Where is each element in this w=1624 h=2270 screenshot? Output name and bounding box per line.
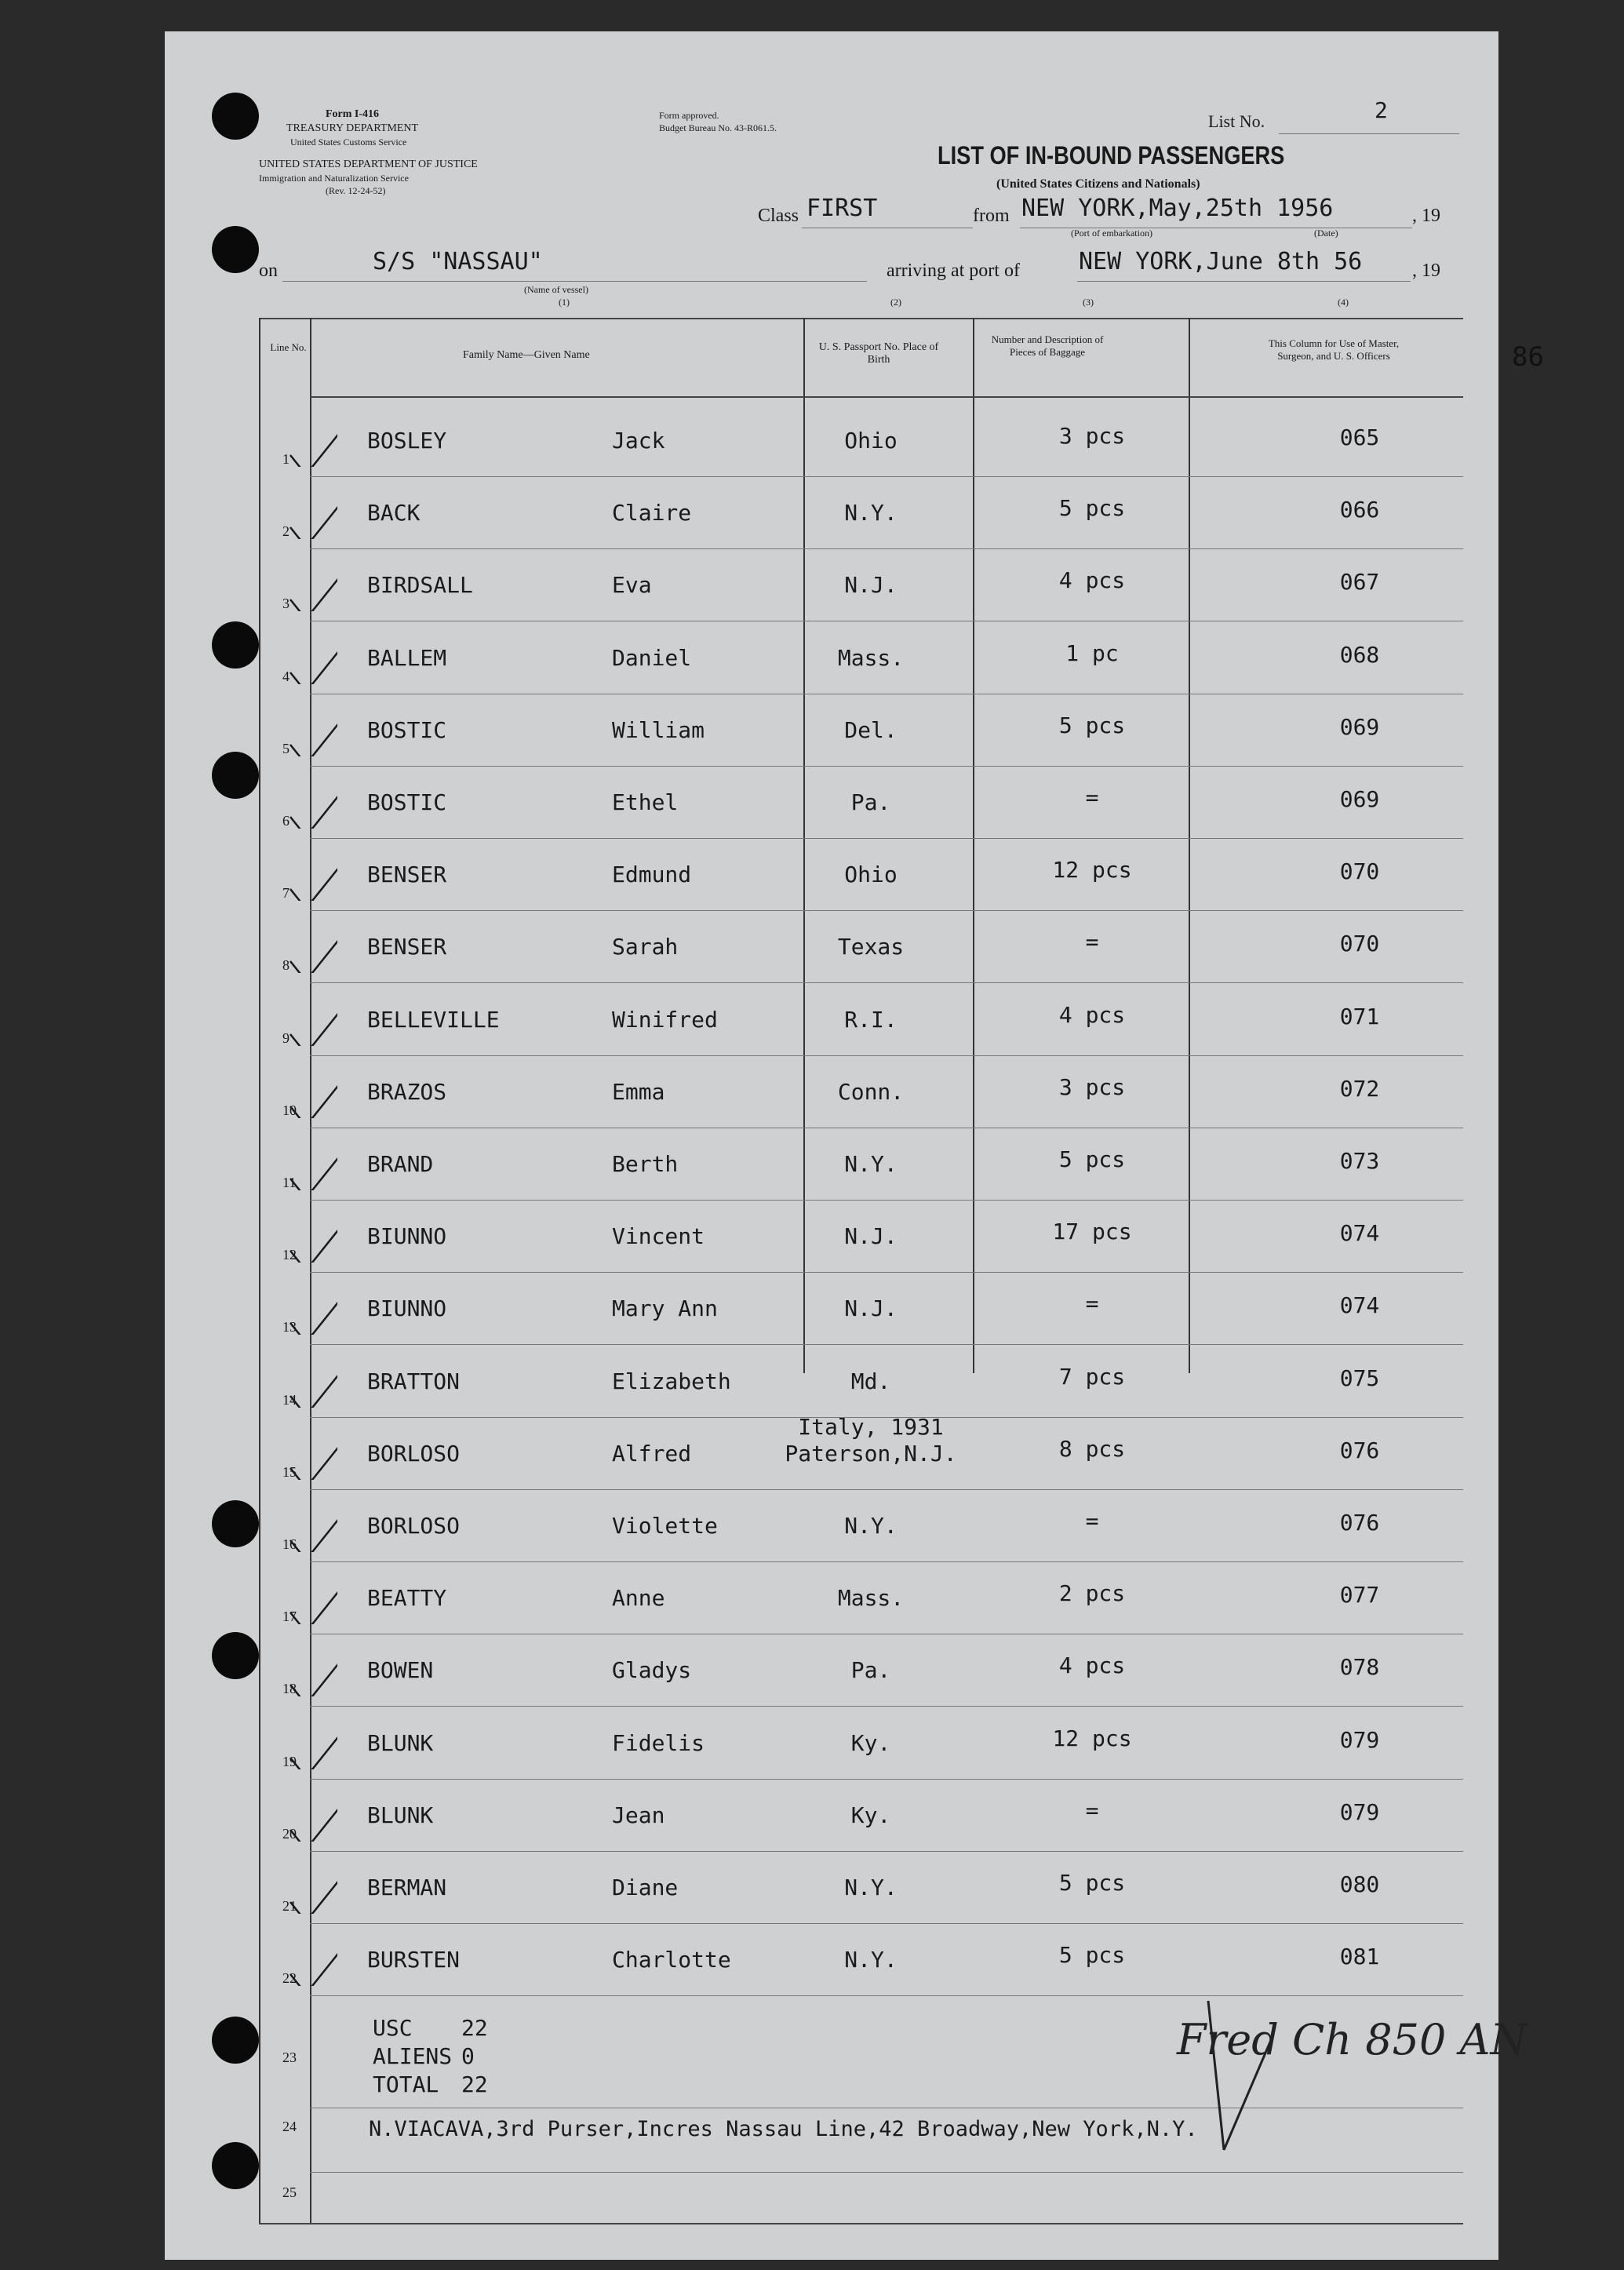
check-mark-icon bbox=[282, 1641, 337, 1696]
family-name: BELLEVILLE bbox=[367, 1006, 500, 1033]
place-of-birth: N.Y. bbox=[844, 1513, 898, 1539]
col-3-caption: (3) bbox=[1083, 297, 1094, 308]
given-name: Eva bbox=[612, 572, 652, 599]
check-mark-icon bbox=[282, 1208, 337, 1263]
check-mark-icon bbox=[282, 1135, 337, 1190]
row-divider bbox=[310, 1706, 1463, 1707]
row-divider bbox=[310, 476, 1463, 477]
punch-hole bbox=[212, 2142, 259, 2189]
place-of-birth: Mass. bbox=[837, 1585, 905, 1612]
place-of-birth: Pa. bbox=[850, 1657, 891, 1684]
revision-date: (Rev. 12-24-52) bbox=[326, 185, 386, 196]
vessel-name: S/S "NASSAU" bbox=[373, 248, 543, 275]
place-of-birth: Ohio bbox=[844, 862, 898, 888]
customs-service: United States Customs Service bbox=[290, 137, 407, 148]
officer-number: 069 bbox=[1339, 786, 1380, 812]
check-mark-icon bbox=[282, 701, 337, 756]
baggage: 5 pcs bbox=[1058, 1870, 1126, 1896]
aliens-value: 0 bbox=[461, 2043, 475, 2069]
page-subtitle: (United States Citizens and Nationals) bbox=[996, 177, 1200, 191]
given-name: Elizabeth bbox=[612, 1368, 731, 1394]
manifest-page bbox=[165, 31, 1544, 2260]
place-of-birth: Ky. bbox=[850, 1729, 891, 1756]
form-number: Form I-416 bbox=[326, 108, 380, 120]
line-number: 10 bbox=[282, 1102, 297, 1118]
given-name: Vincent bbox=[612, 1223, 705, 1250]
row-divider bbox=[310, 982, 1463, 983]
baggage: 5 pcs bbox=[1058, 1942, 1126, 1969]
given-name: Edmund bbox=[612, 862, 692, 888]
punch-hole bbox=[212, 93, 259, 140]
col-4-caption: (4) bbox=[1338, 297, 1349, 308]
row-divider bbox=[310, 1561, 1463, 1562]
family-name: BOSLEY bbox=[367, 428, 447, 454]
punch-hole bbox=[212, 2017, 259, 2064]
check-mark-icon bbox=[282, 1931, 337, 1986]
place-of-birth: N.J. bbox=[844, 1223, 898, 1250]
baggage: = bbox=[1085, 1291, 1099, 1317]
line-number: 6 bbox=[282, 813, 289, 829]
check-mark-icon bbox=[282, 1497, 337, 1552]
date-caption: (Date) bbox=[1314, 228, 1338, 239]
line-number-25: 25 bbox=[282, 2184, 297, 2200]
family-name: BIRDSALL bbox=[367, 572, 473, 599]
family-name: BOSTIC bbox=[367, 716, 447, 743]
place-of-birth: Mass. bbox=[837, 644, 905, 671]
officer-number: 081 bbox=[1339, 1944, 1380, 1970]
on-label: on bbox=[259, 261, 278, 281]
row-divider bbox=[310, 910, 1463, 911]
from-value: NEW YORK,May,25th 1956 bbox=[1021, 195, 1334, 222]
baggage: 1 pc bbox=[1065, 639, 1119, 666]
family-name: BENSER bbox=[367, 862, 447, 888]
given-name: William bbox=[612, 716, 705, 743]
officer-number: 074 bbox=[1339, 1292, 1380, 1319]
col-2-caption: (2) bbox=[890, 297, 901, 308]
line-number: 22 bbox=[282, 1970, 297, 1987]
family-name: BLUNK bbox=[367, 1802, 434, 1828]
row-divider bbox=[310, 1923, 1463, 1924]
officer-number: 077 bbox=[1339, 1582, 1380, 1609]
officer-number: 076 bbox=[1339, 1510, 1380, 1536]
row-divider bbox=[310, 1055, 1463, 1056]
baggage: 5 pcs bbox=[1058, 712, 1126, 738]
page-number: 86 bbox=[1512, 341, 1544, 373]
col-header-passport: U. S. Passport No. Place of Birth bbox=[818, 341, 939, 366]
check-mark-icon bbox=[282, 991, 337, 1046]
given-name: Winifred bbox=[612, 1006, 718, 1033]
row-divider bbox=[310, 838, 1463, 839]
given-name: Berth bbox=[612, 1151, 679, 1177]
line-number: 16 bbox=[282, 1536, 297, 1552]
check-mark-icon bbox=[282, 412, 337, 467]
line-number: 20 bbox=[282, 1825, 297, 1842]
officer-number: 067 bbox=[1339, 569, 1380, 596]
row-divider bbox=[310, 766, 1463, 767]
officer-number: 070 bbox=[1339, 858, 1380, 885]
family-name: BOSTIC bbox=[367, 789, 447, 815]
place-of-birth: Texas bbox=[837, 934, 905, 960]
family-name: BRAZOS bbox=[367, 1078, 447, 1105]
place-of-birth: N.Y. bbox=[844, 1947, 898, 1973]
col-header-name: Family Name—Given Name bbox=[463, 349, 590, 361]
given-name: Violette bbox=[612, 1513, 718, 1539]
check-mark-icon bbox=[282, 1280, 337, 1335]
place-of-birth: Conn. bbox=[837, 1078, 905, 1105]
arriving-value: NEW YORK,June 8th 56 bbox=[1079, 248, 1363, 275]
arriving-label: arriving at port of bbox=[887, 261, 1020, 281]
line-number-24: 24 bbox=[282, 2119, 297, 2134]
officer-number: 080 bbox=[1339, 1871, 1380, 1897]
check-mark-icon bbox=[282, 1714, 337, 1769]
form-approved: Form approved. bbox=[659, 110, 719, 121]
check-mark-icon bbox=[282, 484, 337, 539]
officer-number: 068 bbox=[1339, 641, 1380, 668]
baggage: 3 pcs bbox=[1058, 423, 1126, 449]
line-number: 1 bbox=[282, 451, 289, 467]
line-number: 21 bbox=[282, 1898, 297, 1914]
given-name: Ethel bbox=[612, 789, 679, 815]
check-mark-icon bbox=[282, 1425, 337, 1480]
baggage: = bbox=[1085, 929, 1099, 956]
given-name: Alfred bbox=[612, 1440, 692, 1467]
list-no-label: List No. bbox=[1208, 111, 1265, 131]
given-name: Fidelis bbox=[612, 1729, 705, 1756]
port-embarkation-caption: (Port of embarkation) bbox=[1071, 228, 1152, 239]
line-number: 18 bbox=[282, 1681, 297, 1697]
from-label: from bbox=[973, 206, 1010, 226]
punch-hole bbox=[212, 621, 259, 669]
family-name: BLUNK bbox=[367, 1729, 434, 1756]
officer-number: 073 bbox=[1339, 1148, 1380, 1174]
place-of-birth: Del. bbox=[844, 716, 898, 743]
col-header-officers: This Column for Use of Master, Surgeon, and U. S. Officers bbox=[1268, 337, 1400, 362]
officer-number: 070 bbox=[1339, 931, 1380, 957]
given-name: Sarah bbox=[612, 934, 679, 960]
line-number: 15 bbox=[282, 1463, 297, 1480]
line-number-23: 23 bbox=[282, 2050, 297, 2065]
row-divider bbox=[310, 1344, 1463, 1345]
check-mark-icon bbox=[282, 556, 337, 611]
check-mark-icon bbox=[282, 629, 337, 684]
row-divider bbox=[310, 1851, 1463, 1852]
baggage: 8 pcs bbox=[1058, 1435, 1126, 1462]
line-number: 13 bbox=[282, 1319, 297, 1335]
given-name: Jack bbox=[612, 428, 665, 454]
punch-hole bbox=[212, 752, 259, 799]
col-header-line: Line No. bbox=[270, 341, 307, 353]
year-suffix-2: , 19 bbox=[1412, 261, 1440, 281]
given-name: Jean bbox=[612, 1802, 665, 1828]
baggage: = bbox=[1085, 785, 1099, 811]
family-name: BOWEN bbox=[367, 1657, 434, 1684]
officer-number: 079 bbox=[1339, 1726, 1380, 1753]
place-of-birth: Ky. bbox=[850, 1802, 891, 1828]
place-of-birth: N.Y. bbox=[844, 1875, 898, 1900]
line-number: 14 bbox=[282, 1391, 297, 1408]
family-name: BRAND bbox=[367, 1151, 434, 1177]
baggage: 3 pcs bbox=[1058, 1073, 1126, 1100]
family-name: BACK bbox=[367, 500, 421, 527]
given-name: Mary Ann bbox=[612, 1295, 718, 1322]
list-no-value: 2 bbox=[1375, 97, 1388, 123]
class-value: FIRST bbox=[807, 195, 878, 222]
family-name: BORLOSO bbox=[367, 1440, 461, 1467]
purser-line: N.VIACAVA,3rd Purser,Incres Nassau Line,42 Broadway,New York,N.Y. bbox=[369, 2117, 1198, 2141]
vessel-caption: (Name of vessel) bbox=[524, 284, 588, 295]
family-name: BRATTON bbox=[367, 1368, 461, 1394]
place-of-birth: R.I. bbox=[844, 1006, 898, 1033]
baggage: 12 pcs bbox=[1052, 1725, 1132, 1751]
officer-number: 069 bbox=[1339, 713, 1380, 740]
check-mark-icon bbox=[282, 1787, 337, 1842]
given-name: Claire bbox=[612, 500, 692, 527]
officer-number: 065 bbox=[1339, 424, 1380, 450]
line-number: 12 bbox=[282, 1247, 297, 1263]
total-value: 22 bbox=[461, 2071, 488, 2097]
usc-value: 22 bbox=[461, 2015, 488, 2041]
place-of-birth: Md. bbox=[850, 1368, 891, 1394]
line-number: 8 bbox=[282, 957, 289, 974]
officer-number: 072 bbox=[1339, 1075, 1380, 1102]
officer-number: 071 bbox=[1339, 1003, 1380, 1029]
punch-hole bbox=[212, 1632, 259, 1679]
line-number: 9 bbox=[282, 1029, 289, 1046]
place-of-birth: N.J. bbox=[844, 1295, 898, 1322]
family-name: BERMAN bbox=[367, 1875, 447, 1900]
justice-department: UNITED STATES DEPARTMENT OF JUSTICE bbox=[259, 158, 478, 170]
passenger-table bbox=[259, 318, 1463, 2224]
signature-scribble bbox=[1177, 1993, 1287, 2166]
place-of-birth: Italy, 1931 Paterson,N.J. bbox=[785, 1413, 957, 1467]
line-number: 5 bbox=[282, 740, 289, 756]
family-name: BORLOSO bbox=[367, 1513, 461, 1539]
baggage: 5 pcs bbox=[1058, 495, 1126, 522]
col-1-caption: (1) bbox=[559, 297, 570, 308]
family-name: BIUNNO bbox=[367, 1295, 447, 1322]
line-number: 11 bbox=[282, 1175, 297, 1190]
given-name: Emma bbox=[612, 1078, 665, 1105]
place-of-birth: N.Y. bbox=[844, 500, 898, 527]
line-number: 19 bbox=[282, 1753, 297, 1769]
baggage: 5 pcs bbox=[1058, 1146, 1126, 1172]
given-name: Charlotte bbox=[612, 1947, 731, 1973]
check-mark-icon bbox=[282, 1859, 337, 1914]
check-mark-icon bbox=[282, 1063, 337, 1118]
line-number: 7 bbox=[282, 885, 289, 902]
family-name: BALLEM bbox=[367, 644, 447, 671]
row-divider bbox=[310, 1489, 1463, 1490]
check-mark-icon bbox=[282, 918, 337, 973]
baggage: 4 pcs bbox=[1058, 1652, 1126, 1679]
officer-number: 075 bbox=[1339, 1365, 1380, 1391]
baggage: = bbox=[1085, 1508, 1099, 1534]
immigration-service: Immigration and Naturalization Service bbox=[259, 173, 409, 184]
row-divider bbox=[310, 548, 1463, 549]
budget-bureau: Budget Bureau No. 43-R061.5. bbox=[659, 122, 777, 133]
baggage: 17 pcs bbox=[1052, 1219, 1132, 1245]
punch-hole bbox=[212, 226, 259, 273]
total-label: TOTAL bbox=[373, 2071, 439, 2097]
page-title: LIST OF IN-BOUND PASSENGERS bbox=[938, 141, 1285, 169]
punch-hole bbox=[212, 1500, 259, 1547]
check-mark-icon bbox=[282, 774, 337, 829]
treasury-department: TREASURY DEPARTMENT bbox=[286, 122, 419, 134]
family-name: BURSTEN bbox=[367, 1947, 461, 1973]
place-of-birth: Pa. bbox=[850, 789, 891, 815]
given-name: Gladys bbox=[612, 1657, 692, 1684]
given-name: Daniel bbox=[612, 644, 692, 671]
baggage: 2 pcs bbox=[1058, 1580, 1126, 1607]
class-label: Class bbox=[758, 206, 799, 226]
family-name: BEATTY bbox=[367, 1585, 447, 1612]
line-number: 4 bbox=[282, 668, 289, 684]
place-of-birth: N.J. bbox=[844, 572, 898, 599]
line-number: 2 bbox=[282, 523, 289, 540]
row-divider bbox=[310, 1200, 1463, 1201]
line-number: 3 bbox=[282, 596, 289, 612]
baggage: 4 pcs bbox=[1058, 1001, 1126, 1028]
col-header-baggage: Number and Description of Pieces of Baggage bbox=[991, 333, 1104, 358]
place-of-birth: N.Y. bbox=[844, 1151, 898, 1177]
given-name: Anne bbox=[612, 1585, 665, 1612]
officer-number: 076 bbox=[1339, 1437, 1380, 1463]
officer-signature: Fred Ch 850 AN bbox=[1177, 2015, 1528, 2064]
row-divider bbox=[310, 1272, 1463, 1273]
family-name: BENSER bbox=[367, 934, 447, 960]
row-divider bbox=[310, 1779, 1463, 1780]
baggage: 4 pcs bbox=[1058, 567, 1126, 594]
line-number: 17 bbox=[282, 1609, 297, 1625]
family-name: BIUNNO bbox=[367, 1223, 447, 1250]
place-of-birth: Ohio bbox=[844, 428, 898, 454]
baggage: = bbox=[1085, 1797, 1099, 1824]
officer-number: 074 bbox=[1339, 1220, 1380, 1247]
check-mark-icon bbox=[282, 846, 337, 901]
given-name: Diane bbox=[612, 1875, 679, 1900]
officer-number: 079 bbox=[1339, 1798, 1380, 1825]
year-suffix: , 19 bbox=[1412, 206, 1440, 226]
baggage: 12 pcs bbox=[1052, 857, 1132, 884]
check-mark-icon bbox=[282, 1569, 337, 1624]
aliens-label: ALIENS bbox=[373, 2043, 453, 2069]
baggage: 7 pcs bbox=[1058, 1363, 1126, 1390]
officer-number: 078 bbox=[1339, 1654, 1380, 1681]
header-divider bbox=[310, 396, 1463, 398]
usc-label: USC bbox=[373, 2015, 413, 2041]
row-divider bbox=[310, 1995, 1463, 1996]
officer-number: 066 bbox=[1339, 497, 1380, 523]
check-mark-icon bbox=[282, 1353, 337, 1408]
